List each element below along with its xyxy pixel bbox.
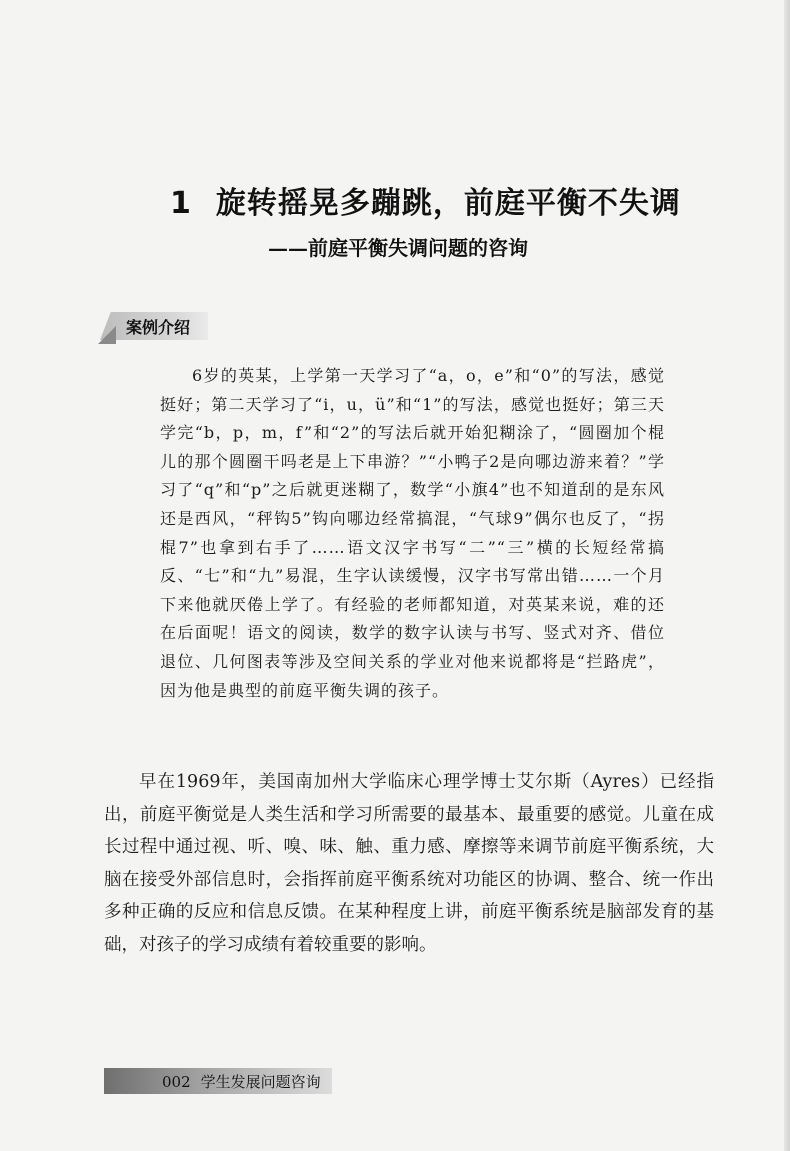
running-book-title: 学生发展问题咨询 [200, 1073, 321, 1091]
chapter-number: 1 [170, 186, 192, 221]
page-edge-shadow [784, 0, 790, 1151]
chapter-subtitle: ——前庭平衡失调问题的咨询 [268, 236, 528, 260]
page-number: 002 [162, 1073, 191, 1091]
case-paragraph: 6岁的英某，上学第一天学习了“a，o，e”和“0”的写法，感觉挺好；第二天学习了“i，u，ü”和“1”的写法，感觉也挺好；第三天学完“b，p，m，f”和“2”的写法后就开始犯糊涂了，“圆圈加个棍儿的那个圆圈干吗老是上下串游？”“小鸭子2是向哪边游来着？”学习了“q”和“p”之后就更迷糊了，数学“小旗4”也不知道刮的是东风还是西风，“秤钩5”钩向哪边经常搞混，“气球9”偶尔也反了，“拐棍7”也拿到右手了……语文汉字书写“二”“三”横的长短经常搞反、“七”和“九”易混，生字认读缓慢，汉字书写常出错……一个月下来他就厌倦上学了。有经验的老师都知道，对英某来说，难的还在后面呢！语文的阅读，数学的数字认读与书写、竖式对齐、借位退位、几何图表等涉及空间关系的学业对他来说都将是“拦路虎”，因为他是典型的前庭平衡失调的孩子。 [160, 366, 665, 700]
chapter-title-text: 旋转摇晃多蹦跳，前庭平衡不失调 [215, 186, 681, 221]
chapter-title [170, 178, 730, 222]
body-paragraph: 早在1969年，美国南加州大学临床心理学博士艾尔斯（Ayres）已经指出，前庭平衡觉是人类生活和学习所需要的最基本、最重要的感觉。儿童在成长过程中通过视、听、嗅、味、触、重力感、摩擦等来调节前庭平衡系统，大脑在接受外部信息时，会指挥前庭平衡系统对功能区的协调、整合、统一作出多种正确的反应和信息反馈。在某种程度上讲，前庭平衡系统是脑部发育的基础，对孩子的学习成绩有着较重要的影响。 [104, 772, 714, 955]
section-tag [100, 310, 210, 340]
section-tag-label: 案例介绍 [126, 318, 191, 337]
footer [162, 1071, 321, 1092]
